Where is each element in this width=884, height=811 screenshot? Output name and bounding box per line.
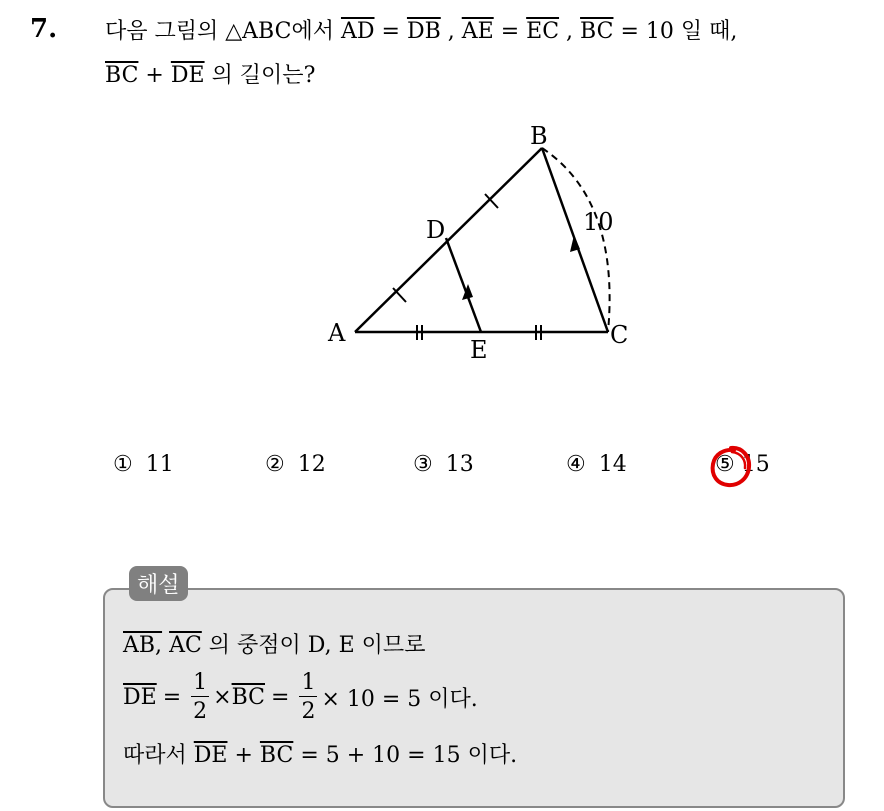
segment-bc: $\overline{BC}$ — [259, 743, 294, 768]
conclusion-head: 따라서 — [123, 743, 187, 768]
times-sign: × — [213, 685, 232, 710]
plus-sign: + — [145, 63, 164, 88]
question-ask: 의 길이는? — [211, 63, 316, 88]
segment-ae: $\overline{AE}$ — [461, 19, 494, 44]
denominator: 2 — [301, 699, 316, 724]
fraction — [191, 672, 209, 723]
numerator: 1 — [193, 670, 208, 695]
equation-tail: × 10 = 5 이다. — [321, 687, 478, 712]
condition-text: = 10 일 때, — [620, 19, 738, 44]
question-line-1 — [105, 14, 737, 45]
solution-line-1 — [123, 628, 425, 659]
triangle-figure — [320, 110, 650, 370]
segment-de: $\overline{DE}$ — [193, 743, 228, 768]
equals-sign: = — [162, 685, 182, 710]
solution-line-3 — [123, 738, 517, 769]
segment-db: $\overline{DB}$ — [406, 19, 441, 44]
equals-sign: = — [381, 19, 400, 44]
equals-sign: = — [500, 19, 520, 44]
tick-mark — [393, 288, 406, 302]
segment-ec: $\overline{EC}$ — [526, 19, 560, 44]
separator: , — [566, 19, 574, 44]
numerator: 1 — [301, 670, 316, 695]
choice-4[interactable] — [566, 452, 633, 477]
segment-ac: $\overline{AC}$ — [169, 633, 202, 658]
question-text: 다음 그림의 △ABC에서 — [105, 19, 334, 44]
choice-mark: ⑤ — [715, 452, 735, 477]
side-ab — [355, 148, 542, 332]
choice-3[interactable] — [413, 452, 480, 477]
choice-mark: ② — [265, 452, 285, 477]
choice-value: 12 — [297, 452, 326, 477]
separator: , — [447, 19, 455, 44]
fraction — [299, 672, 317, 723]
segment-de: $\overline{DE}$ — [170, 63, 205, 88]
label-b: B — [530, 122, 548, 150]
choice-mark: ③ — [413, 452, 433, 477]
arrow-icon — [570, 235, 580, 252]
answer-circle-icon — [706, 442, 756, 492]
label-e: E — [470, 336, 488, 364]
segment-bc: $\overline{BC}$ — [231, 685, 265, 710]
segment-bc: $\overline{BC}$ — [105, 63, 139, 88]
choice-1[interactable] — [113, 452, 180, 477]
choice-value: 13 — [445, 452, 474, 477]
label-a: A — [328, 319, 346, 347]
segment-ad: $\overline{AD}$ — [340, 19, 375, 44]
choice-2[interactable] — [265, 452, 332, 477]
segment-ab: AB, — [123, 633, 163, 658]
choice-mark: ① — [113, 452, 133, 477]
segment-de: $\overline{DE}$ — [123, 685, 157, 710]
solution-tag: 해설 — [129, 566, 188, 601]
arc-length-label: 10 — [583, 208, 614, 236]
segment-de-line — [446, 238, 481, 332]
question-number: 7. — [30, 14, 58, 44]
question-line-2 — [105, 58, 315, 89]
segment-bc: $\overline{BC}$ — [580, 19, 614, 44]
solution-line-2 — [123, 672, 478, 723]
label-c: C — [610, 321, 629, 349]
choice-value: 14 — [598, 452, 627, 477]
equals-sign: = — [271, 685, 290, 710]
conclusion-tail: = 5 + 10 = 15 이다. — [300, 743, 518, 768]
label-d: D — [426, 216, 446, 244]
choice-mark: ④ — [566, 452, 586, 477]
plus-sign: + — [234, 743, 253, 768]
solution-text: 의 중점이 D, E 이므로 — [208, 633, 426, 658]
denominator: 2 — [193, 699, 208, 724]
choice-value: 11 — [145, 452, 174, 477]
choice-value: 15 — [741, 452, 770, 477]
